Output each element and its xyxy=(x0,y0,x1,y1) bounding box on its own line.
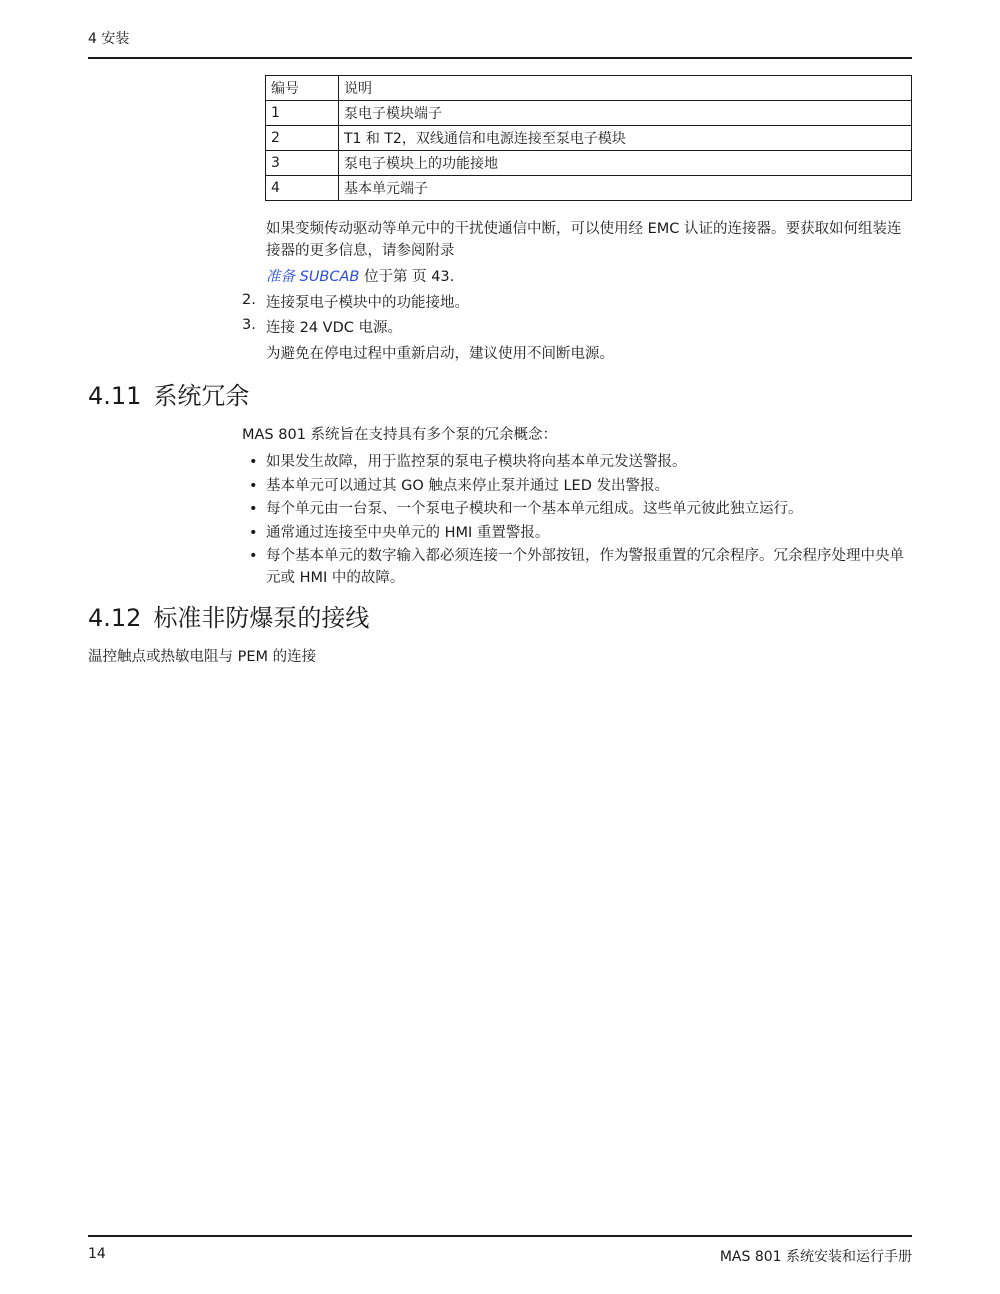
running-header: 4 安装 xyxy=(88,31,130,47)
document-title: MAS 801 系统安装和运行手册 xyxy=(719,1249,912,1265)
page-number: 14 xyxy=(88,1246,106,1262)
bullet-icon: • xyxy=(249,501,258,517)
emc-note: 如果变频传动驱动等单元中的干扰使通信中断，可以使用经 EMC 认证的连接器。要获取如何组装连接器的更多信息，请参阅附录 xyxy=(266,221,902,259)
table-cell: 3 xyxy=(266,151,339,176)
list-item xyxy=(246,522,916,544)
list-item xyxy=(246,545,916,589)
list-item-text: 如果发生故障，用于监控泵的泵电子模块将向基本单元发送警报。 xyxy=(266,454,687,470)
table-cell: 基本单元端子 xyxy=(339,176,912,201)
table-row xyxy=(266,101,912,126)
step-number: 3. xyxy=(242,317,256,333)
section-number: 4.12 xyxy=(88,604,142,632)
section-intro: MAS 801 系统旨在支持具有多个泵的冗余概念： xyxy=(242,427,558,443)
table-cell: T1 和 T2，双线通信和电源连接至泵电子模块 xyxy=(339,126,912,151)
table-row xyxy=(266,151,912,176)
step-number: 2. xyxy=(242,292,256,308)
appendix-page-ref: 位于第 页 43. xyxy=(359,269,455,285)
table-header-cell: 说明 xyxy=(339,76,912,101)
bullet-icon: • xyxy=(249,548,258,564)
step-note: 为避免在停电过程中重新启动，建议使用不间断电源。 xyxy=(266,346,614,362)
list-item xyxy=(246,451,916,473)
section-title: 标准非防爆泵的接线 xyxy=(153,604,370,632)
section-number: 4.11 xyxy=(88,382,142,410)
table-header-row xyxy=(266,76,912,101)
section-subtitle: 温控触点或热敏电阻与 PEM 的连接 xyxy=(88,649,317,665)
redundancy-bullet-list xyxy=(246,451,916,591)
header-rule xyxy=(88,57,912,59)
footer-rule xyxy=(88,1235,912,1237)
table-cell: 2 xyxy=(266,126,339,151)
table-row xyxy=(266,126,912,151)
table-cell: 1 xyxy=(266,101,339,126)
list-item xyxy=(246,475,916,497)
reference-table xyxy=(265,75,912,201)
section-heading-4-12 xyxy=(88,603,369,633)
table-cell: 泵电子模块端子 xyxy=(339,101,912,126)
section-heading-4-11 xyxy=(88,381,249,411)
step-text: 连接 24 VDC 电源。 xyxy=(266,320,402,336)
appendix-reference xyxy=(266,266,906,288)
table-header-cell: 编号 xyxy=(266,76,339,101)
table-cell: 4 xyxy=(266,176,339,201)
list-item-text: 通常通过连接至中央单元的 HMI 重置警报。 xyxy=(266,524,550,541)
list-item-text: 基本单元可以通过其 GO 触点来停止泵并通过 LED 发出警报。 xyxy=(266,477,669,494)
table-cell: 泵电子模块上的功能接地 xyxy=(339,151,912,176)
bullet-icon: • xyxy=(249,524,258,541)
bullet-icon: • xyxy=(249,477,258,494)
list-item-text: 每个基本单元的数字输入都必须连接一个外部按钮，作为警报重置的冗余程序。冗余程序处理中央单元或 HMI 中的故障。 xyxy=(266,548,904,586)
list-item xyxy=(246,498,916,520)
bullet-icon: • xyxy=(249,454,258,470)
section-title: 系统冗余 xyxy=(153,382,250,410)
step-text: 连接泵电子模块中的功能接地。 xyxy=(266,295,469,311)
list-item-text: 每个单元由一台泵、一个泵电子模块和一个基本单元组成。这些单元彼此独立运行。 xyxy=(266,501,803,517)
table-row xyxy=(266,176,912,201)
appendix-link[interactable]: 准备 SUBCAB xyxy=(266,269,360,285)
